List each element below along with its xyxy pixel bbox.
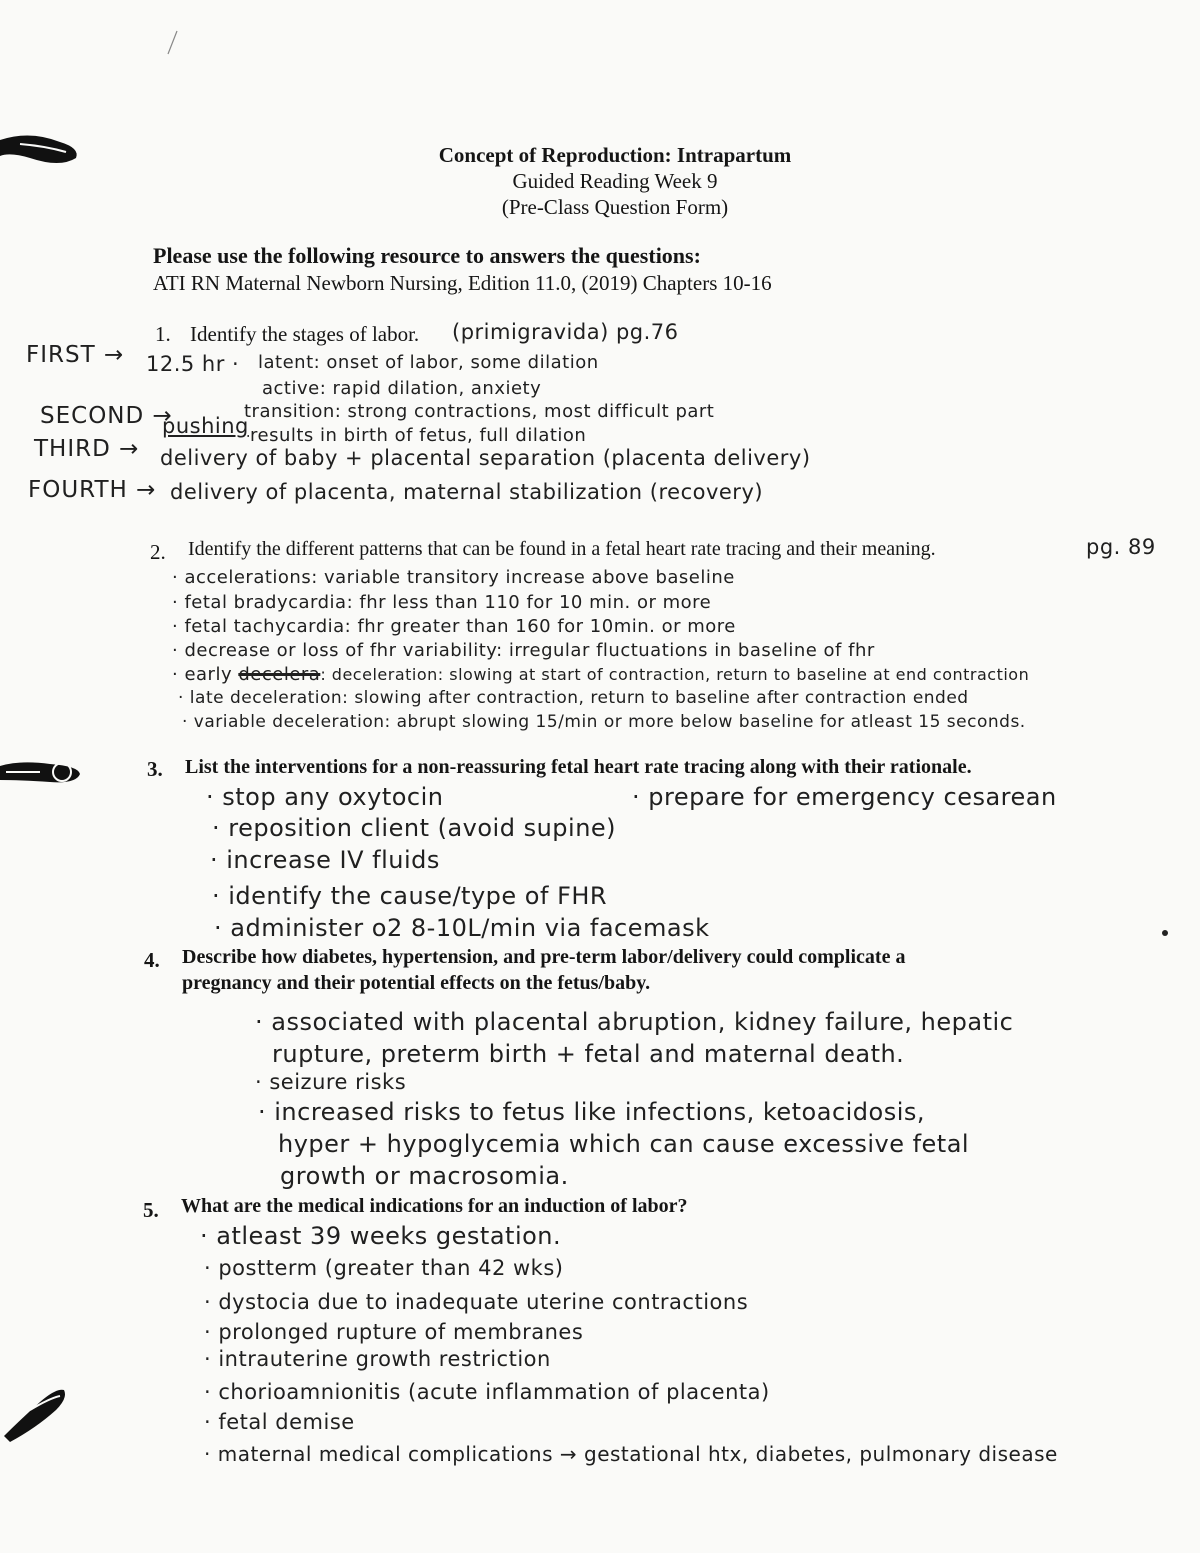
intervention-identify-cause: · identify the cause/type of FHR [212, 882, 608, 910]
stage-third-label: THIRD → [34, 436, 140, 462]
q5-number: 5. [143, 1198, 159, 1222]
fhr-pattern-early-deceleration [172, 664, 1029, 685]
resource-citation: ATI RN Maternal Newborn Nursing, Edition 11.0, (2019) Chapters 10-16 [153, 271, 772, 295]
q4-text-line1: Describe how diabetes, hypertension, and pre-term labor/delivery could complicate a [182, 946, 906, 968]
q4-answer-line-3: · seizure risks [255, 1070, 407, 1094]
induction-indication-iugr: · intrauterine growth restriction [204, 1347, 551, 1371]
induction-indication-maternal-complications: · maternal medical complications → gestational htx, diabetes, pulmonary disease [204, 1442, 1058, 1466]
induction-indication-39-weeks: · atleast 39 weeks gestation. [200, 1222, 562, 1250]
binder-clip-mark-middle [0, 750, 84, 794]
q5-text: What are the medical indications for an induction of labor? [181, 1195, 688, 1217]
crossed-out-word: decelera [238, 664, 321, 685]
q1-text: Identify the stages of labor. [190, 322, 420, 346]
fhr-pattern-accelerations: · accelerations: variable transitory increase above baseline [172, 567, 735, 588]
induction-indication-chorioamnionitis: · chorioamnionitis (acute inflammation of placenta) [204, 1380, 770, 1404]
intervention-reposition: · reposition client (avoid supine) [212, 814, 617, 842]
fhr-pattern-tachycardia: · fetal tachycardia: fhr greater than 160 for 10min. or more [172, 616, 736, 637]
dot-mark [1160, 928, 1170, 938]
q3-number: 3. [147, 757, 163, 781]
page-title: Concept of Reproduction: Intrapartum [438, 143, 792, 167]
form-label: (Pre-Class Question Form) [501, 195, 729, 219]
q4-text-line2: pregnancy and their potential effects on the fetus/baby. [182, 972, 651, 994]
q4-answer-line-2: rupture, preterm birth + fetal and maternal death. [272, 1040, 905, 1068]
q4-answer-line-1: · associated with placental abruption, kidney failure, hepatic [255, 1008, 1014, 1036]
intervention-prepare-cesarean: · prepare for emergency cesarean [632, 783, 1057, 811]
stage-first-latent: latent: onset of labor, some dilation [258, 352, 599, 373]
q2-number: 2. [150, 540, 166, 564]
stage-second-word: pushing [162, 414, 249, 438]
intervention-administer-o2: · administer o2 8-10L/min via facemask [214, 914, 710, 942]
q4-answer-line-5: hyper + hypoglycemia which can cause excessive fetal [278, 1130, 970, 1158]
stage-third-text: delivery of baby + placental separation (placenta delivery) [160, 446, 811, 470]
stage-second-label: SECOND → [40, 403, 173, 429]
stage-first-active: active: rapid dilation, anxiety [262, 378, 542, 399]
q4-number: 4. [144, 948, 160, 972]
stage-first-time: 12.5 hr · [146, 352, 240, 376]
fhr-pattern-late-deceleration: · late deceleration: slowing after contraction, return to baseline after contraction ended [178, 688, 969, 708]
q1-note: (primigravida) pg.76 [452, 320, 679, 344]
q4-answer-line-4: · increased risks to fetus like infections, ketoacidosis, [258, 1098, 926, 1126]
q3-text: List the interventions for a non-reassuring fetal heart rate tracing along with their rationale. [185, 756, 972, 778]
induction-indication-postterm: · postterm (greater than 42 wks) [204, 1256, 564, 1280]
stage-fourth-text: delivery of placenta, maternal stabilization (recovery) [170, 480, 764, 504]
fhr-pattern-early-text: : deceleration: slowing at start of contraction, return to baseline at end contraction [320, 665, 1030, 684]
fhr-pattern-early-label: · early [172, 664, 233, 685]
stage-first-transition: transition: strong contractions, most difficult part [244, 401, 715, 422]
stage-fourth-label: FOURTH → [28, 477, 157, 503]
fhr-pattern-bradycardia: · fetal bradycardia: fhr less than 110 for 10 min. or more [172, 592, 712, 613]
induction-indication-prom: · prolonged rupture of membranes [204, 1320, 584, 1344]
fhr-pattern-variability: · decrease or loss of fhr variability: irregular fluctuations in baseline of fhr [172, 640, 875, 661]
stage-first-label: FIRST → [26, 342, 125, 368]
intervention-iv-fluids: · increase IV fluids [210, 846, 440, 874]
induction-indication-dystocia: · dystocia due to inadequate uterine contractions [204, 1290, 749, 1314]
instructions-heading: Please use the following resource to answers the questions: [153, 243, 701, 268]
stage-second-text: results in birth of fetus, full dilation [250, 425, 587, 446]
binder-clip-mark-top [0, 128, 84, 172]
intervention-stop-oxytocin: · stop any oxytocin [206, 783, 444, 811]
fhr-pattern-variable-deceleration: · variable deceleration: abrupt slowing 15/min or more below baseline for atleast 15 seconds. [182, 712, 1026, 732]
binder-clip-mark-bottom [0, 1380, 70, 1444]
q1-number: 1. [155, 322, 171, 346]
q2-note: pg. 89 [1086, 535, 1156, 559]
pen-stroke-mark [165, 30, 179, 56]
induction-indication-fetal-demise: · fetal demise [204, 1410, 355, 1434]
q4-answer-line-6: growth or macrosomia. [280, 1162, 569, 1190]
q2-text: Identify the different patterns that can be found in a fetal heart rate tracing and their meaning. [188, 538, 936, 560]
page-subtitle: Guided Reading Week 9 [512, 169, 718, 193]
